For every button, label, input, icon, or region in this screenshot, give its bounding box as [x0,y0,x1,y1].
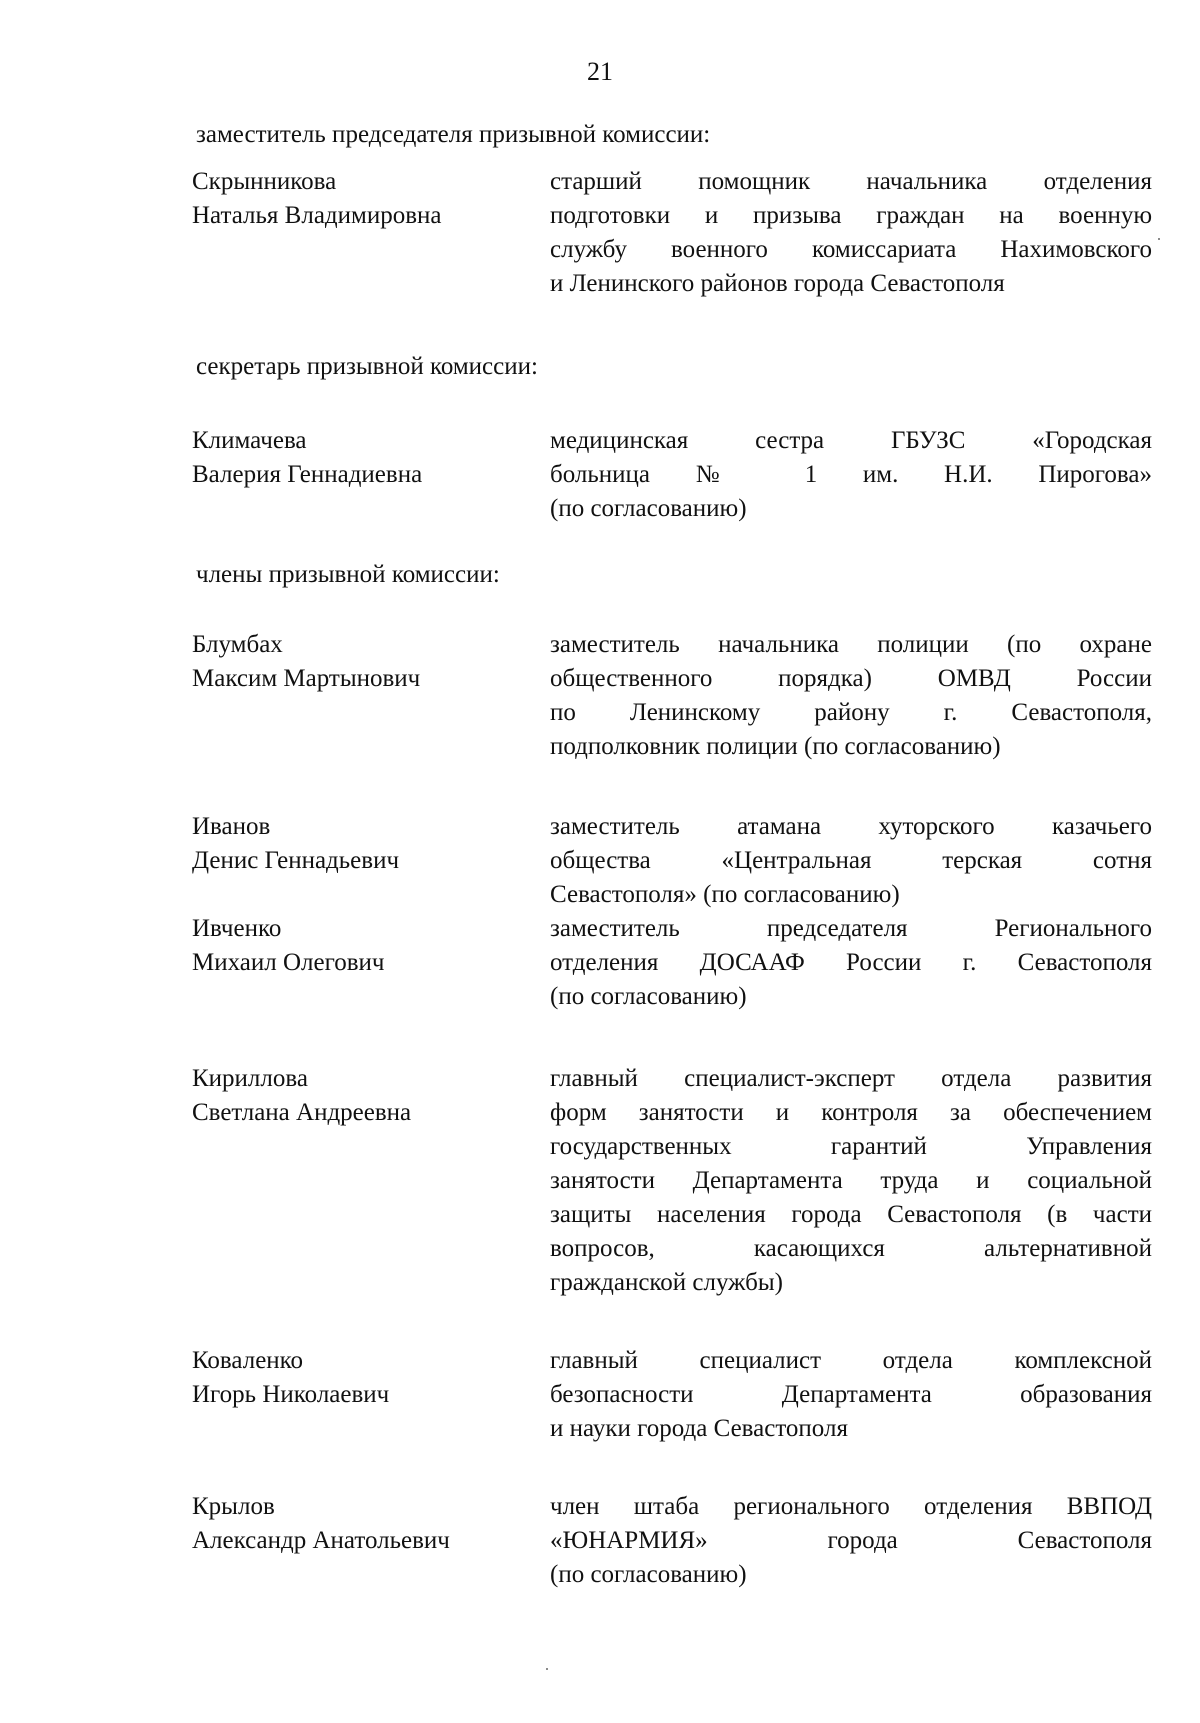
section-heading-members: члены призывной комиссии: [196,561,500,588]
section-heading-deputy-chairman: заместитель председателя призывной комиссии: [196,121,711,148]
position-line: подготовки и призыва граждан на военную [550,202,1152,229]
member-surname: Иванов [192,813,271,840]
scan-speck [546,1668,548,1670]
position-line: форм занятости и контроля за обеспечением [550,1099,1152,1126]
member-name [192,1344,522,1412]
position-line: подполковник полиции (по согласованию) [550,733,1001,760]
position-line: занятости Департамента труда и социальной [550,1167,1152,1194]
member-name [192,810,522,878]
member-name [192,424,522,492]
position-line: главный специалист-эксперт отдела развития [550,1065,1152,1092]
member-name [192,1062,522,1130]
member-position [550,912,1152,1014]
position-line: и Ленинского районов города Севастополя [550,270,1005,297]
page-number: 21 [587,57,613,86]
position-line: (по согласованию) [550,1561,747,1588]
position-line: вопросов, касающихся альтернативной [550,1235,1152,1262]
member-position [550,165,1152,301]
position-line: безопасности Департамента образования [550,1381,1152,1408]
position-line: старший помощник начальника отделения [550,168,1152,195]
position-line: (по согласованию) [550,983,747,1010]
member-surname: Крылов [192,1493,275,1520]
member-surname: Скрынникова [192,168,337,195]
section-heading-secretary: секретарь призывной комиссии: [196,353,538,380]
member-position [550,1490,1152,1592]
position-line: «ЮНАРМИЯ» города Севастополя [550,1527,1152,1554]
position-line: больница № 1 им. Н.И. Пирогова» [550,461,1152,488]
member-surname: Коваленко [192,1347,304,1374]
position-line: по Ленинскому району г. Севастополя, [550,699,1152,726]
member-given-names: Наталья Владимировна [192,202,442,229]
member-position [550,1344,1152,1446]
member-given-names: Игорь Николаевич [192,1381,390,1408]
member-given-names: Максим Мартынович [192,665,421,692]
member-position [550,1062,1152,1300]
member-given-names: Михаил Олегович [192,949,385,976]
member-position [550,628,1152,764]
position-line: защиты населения города Севастополя (в части [550,1201,1152,1228]
member-name [192,912,522,980]
member-given-names: Александр Анатольевич [192,1527,450,1554]
member-given-names: Денис Геннадьевич [192,847,400,874]
position-line: заместитель атамана хуторского казачьего [550,813,1152,840]
position-line: главный специалист отдела комплексной [550,1347,1152,1374]
position-line: (по согласованию) [550,495,747,522]
position-line: медицинская сестра ГБУЗС «Городская [550,427,1152,454]
position-line: гражданской службы) [550,1269,783,1296]
member-name [192,1490,522,1558]
member-surname: Климачева [192,427,307,454]
position-line: общества «Центральная терская сотня [550,847,1152,874]
position-line: отделения ДОСААФ России г. Севастополя [550,949,1152,976]
member-position [550,424,1152,526]
position-line: общественного порядка) ОМВД России [550,665,1152,692]
position-line: заместитель председателя Регионального [550,915,1152,942]
member-name [192,165,522,233]
position-line: и науки города Севастополя [550,1415,848,1442]
scan-speck [1158,238,1160,240]
position-line: службу военного комиссариата Нахимовского [550,236,1152,263]
member-given-names: Светлана Андреевна [192,1099,412,1126]
member-surname: Ивченко [192,915,282,942]
member-name [192,628,522,696]
member-position [550,810,1152,912]
position-line: Севастополя» (по согласованию) [550,881,900,908]
member-surname: Блумбах [192,631,283,658]
member-surname: Кириллова [192,1065,308,1092]
position-line: государственных гарантий Управления [550,1133,1152,1160]
position-line: член штаба регионального отделения ВВПОД [550,1493,1152,1520]
member-given-names: Валерия Геннадиевна [192,461,423,488]
position-line: заместитель начальника полиции (по охране [550,631,1152,658]
